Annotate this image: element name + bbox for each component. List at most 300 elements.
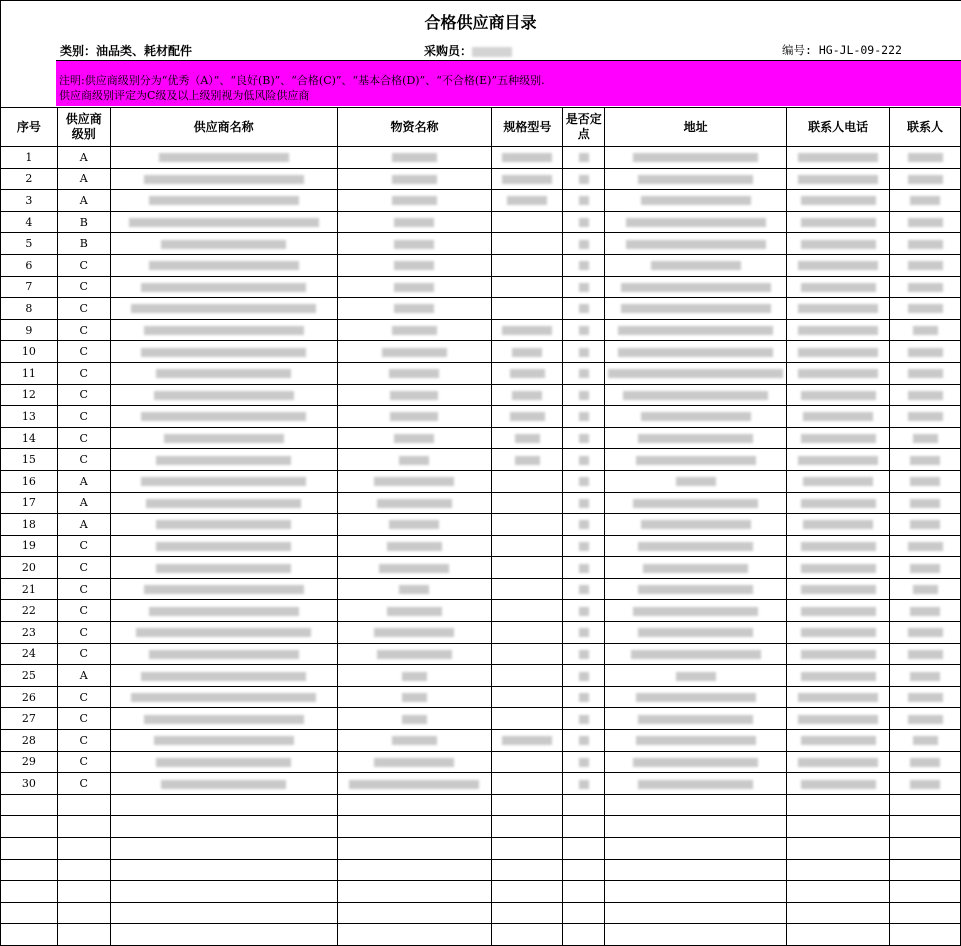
redacted-text — [636, 736, 756, 745]
cell-contact — [890, 233, 961, 255]
redacted-text — [908, 153, 943, 162]
cell-contact — [890, 147, 961, 169]
cell-material — [337, 341, 492, 363]
redacted-text — [156, 369, 291, 378]
cell-contact — [890, 254, 961, 276]
cell-serial: 25 — [1, 665, 58, 687]
cell-designated — [563, 362, 605, 384]
redacted-text — [908, 218, 943, 227]
cell-phone — [787, 427, 890, 449]
cell-spec — [492, 578, 563, 600]
cell-contact — [890, 686, 961, 708]
cell-material — [337, 298, 492, 320]
redacted-text — [392, 736, 437, 745]
cell-serial: 16 — [1, 470, 58, 492]
empty-cell — [890, 838, 961, 860]
redacted-text — [908, 693, 943, 702]
cell-material — [337, 406, 492, 428]
cell-serial: 11 — [1, 362, 58, 384]
cell-designated — [563, 773, 605, 795]
cell-level: C — [57, 449, 110, 471]
table-row — [1, 147, 961, 169]
empty-cell — [337, 859, 492, 881]
table-row — [1, 578, 961, 600]
cell-address — [605, 730, 787, 752]
redacted-text — [512, 348, 542, 357]
cell-address — [605, 168, 787, 190]
table-row — [1, 686, 961, 708]
cell-supplier-name — [110, 276, 337, 298]
empty-table-row — [1, 838, 961, 860]
redacted-text — [623, 391, 768, 400]
redacted-text — [579, 607, 589, 616]
cell-spec — [492, 449, 563, 471]
redacted-text — [676, 672, 716, 681]
redacted-text — [394, 304, 434, 313]
redacted-text — [621, 283, 771, 292]
table-row — [1, 643, 961, 665]
cell-designated — [563, 686, 605, 708]
cell-spec — [492, 276, 563, 298]
document-title: 合格供应商目录 — [424, 13, 537, 32]
header-designated: 是否定 点 — [563, 108, 605, 147]
cell-supplier-name — [110, 362, 337, 384]
cell-material — [337, 600, 492, 622]
cell-designated — [563, 557, 605, 579]
buyer-label: 采购员： — [424, 44, 473, 58]
cell-supplier-name — [110, 514, 337, 536]
redacted-text — [156, 542, 291, 551]
cell-address — [605, 406, 787, 428]
redacted-text — [643, 564, 748, 573]
cell-spec — [492, 190, 563, 212]
redacted-text — [910, 499, 940, 508]
cell-serial: 12 — [1, 384, 58, 406]
redacted-text — [502, 153, 552, 162]
cell-spec — [492, 622, 563, 644]
redacted-text — [910, 456, 940, 465]
cell-spec — [492, 751, 563, 773]
cell-level: A — [57, 665, 110, 687]
empty-cell — [890, 859, 961, 881]
document-code: 编号: HG-JL-09-222 — [782, 43, 902, 57]
cell-serial: 22 — [1, 600, 58, 622]
cell-address — [605, 362, 787, 384]
redacted-text — [579, 693, 589, 702]
table-row — [1, 233, 961, 255]
cell-serial: 8 — [1, 298, 58, 320]
cell-address — [605, 622, 787, 644]
cell-material — [337, 557, 492, 579]
redacted-text — [798, 715, 878, 724]
redacted-text — [913, 434, 938, 443]
table-row — [1, 665, 961, 687]
empty-cell — [605, 816, 787, 838]
empty-cell — [563, 838, 605, 860]
cell-spec — [492, 362, 563, 384]
cell-phone — [787, 686, 890, 708]
cell-serial: 3 — [1, 190, 58, 212]
redacted-text — [392, 153, 437, 162]
empty-cell — [563, 881, 605, 903]
empty-cell — [110, 838, 337, 860]
cell-contact — [890, 600, 961, 622]
empty-cell — [890, 794, 961, 816]
empty-cell — [1, 924, 58, 946]
redacted-text — [801, 196, 876, 205]
cell-address — [605, 319, 787, 341]
cell-address — [605, 773, 787, 795]
cell-level: C — [57, 427, 110, 449]
redacted-text — [913, 326, 938, 335]
cell-level: C — [57, 535, 110, 557]
cell-level: C — [57, 578, 110, 600]
cell-spec — [492, 708, 563, 730]
cell-supplier-name — [110, 341, 337, 363]
cell-spec — [492, 470, 563, 492]
cell-material — [337, 319, 492, 341]
cell-phone — [787, 470, 890, 492]
redacted-text — [908, 283, 943, 292]
cell-spec — [492, 514, 563, 536]
cell-designated — [563, 449, 605, 471]
redacted-text — [798, 175, 878, 184]
cell-material — [337, 190, 492, 212]
redacted-text — [377, 650, 452, 659]
redacted-text — [394, 240, 434, 249]
redacted-text — [636, 693, 756, 702]
cell-address — [605, 298, 787, 320]
redacted-text — [803, 412, 873, 421]
cell-phone — [787, 622, 890, 644]
cell-level: B — [57, 233, 110, 255]
cell-address — [605, 254, 787, 276]
table-row — [1, 384, 961, 406]
redacted-text — [908, 240, 943, 249]
redacted-text — [801, 542, 876, 551]
redacted-text — [638, 542, 753, 551]
cell-supplier-name — [110, 449, 337, 471]
redacted-text — [801, 499, 876, 508]
cell-phone — [787, 362, 890, 384]
cell-material — [337, 730, 492, 752]
cell-address — [605, 600, 787, 622]
cell-phone — [787, 211, 890, 233]
redacted-text — [144, 175, 304, 184]
table-row — [1, 298, 961, 320]
redacted-text — [579, 283, 589, 292]
redacted-text — [156, 520, 291, 529]
redacted-text — [910, 672, 940, 681]
cell-serial: 6 — [1, 254, 58, 276]
redacted-text — [618, 348, 773, 357]
redacted-text — [579, 240, 589, 249]
redacted-text — [579, 391, 589, 400]
cell-level: A — [57, 147, 110, 169]
redacted-text — [141, 348, 306, 357]
cell-material — [337, 622, 492, 644]
cell-address — [605, 643, 787, 665]
cell-designated — [563, 578, 605, 600]
cell-spec — [492, 211, 563, 233]
redacted-text — [579, 456, 589, 465]
redacted-text — [908, 628, 943, 637]
header-spec: 规格型号 — [492, 108, 563, 147]
redacted-text — [638, 175, 753, 184]
empty-cell — [563, 794, 605, 816]
cell-phone — [787, 708, 890, 730]
cell-serial: 18 — [1, 514, 58, 536]
cell-serial: 4 — [1, 211, 58, 233]
redacted-text — [801, 650, 876, 659]
cell-level: C — [57, 773, 110, 795]
cell-material — [337, 168, 492, 190]
cell-phone — [787, 449, 890, 471]
empty-cell — [492, 881, 563, 903]
redacted-text — [579, 304, 589, 313]
empty-cell — [492, 794, 563, 816]
table-row — [1, 470, 961, 492]
empty-cell — [605, 902, 787, 924]
cell-contact — [890, 449, 961, 471]
cell-spec — [492, 319, 563, 341]
cell-contact — [890, 362, 961, 384]
cell-spec — [492, 492, 563, 514]
cell-phone — [787, 643, 890, 665]
redacted-text — [389, 369, 439, 378]
cell-designated — [563, 514, 605, 536]
table-row — [1, 211, 961, 233]
cell-spec — [492, 427, 563, 449]
redacted-text — [801, 240, 876, 249]
redacted-text — [507, 196, 547, 205]
cell-material — [337, 578, 492, 600]
empty-cell — [337, 924, 492, 946]
cell-designated — [563, 535, 605, 557]
cell-serial: 9 — [1, 319, 58, 341]
redacted-text — [638, 628, 753, 637]
cell-contact — [890, 773, 961, 795]
redacted-text — [390, 412, 438, 421]
cell-designated — [563, 341, 605, 363]
cell-serial: 15 — [1, 449, 58, 471]
redacted-text — [394, 218, 434, 227]
empty-table-row — [1, 902, 961, 924]
cell-spec — [492, 168, 563, 190]
cell-serial: 24 — [1, 643, 58, 665]
cell-phone — [787, 492, 890, 514]
redacted-text — [131, 693, 316, 702]
cell-designated — [563, 233, 605, 255]
cell-phone — [787, 578, 890, 600]
redacted-text — [801, 434, 876, 443]
redacted-text — [144, 326, 304, 335]
cell-phone — [787, 665, 890, 687]
redacted-text — [803, 477, 873, 486]
cell-spec — [492, 773, 563, 795]
cell-level: C — [57, 730, 110, 752]
redacted-text — [801, 607, 876, 616]
cell-serial: 10 — [1, 341, 58, 363]
redacted-text — [374, 628, 454, 637]
cell-phone — [787, 190, 890, 212]
empty-cell — [605, 859, 787, 881]
redacted-text — [676, 477, 716, 486]
cell-material — [337, 665, 492, 687]
cell-serial: 19 — [1, 535, 58, 557]
cell-level: C — [57, 751, 110, 773]
cell-spec — [492, 341, 563, 363]
redacted-text — [402, 693, 427, 702]
cell-designated — [563, 751, 605, 773]
table-row — [1, 751, 961, 773]
cell-material — [337, 147, 492, 169]
redacted-text — [908, 542, 943, 551]
redacted-text — [618, 326, 773, 335]
header-serial: 序号 — [1, 108, 58, 147]
redacted-text — [638, 715, 753, 724]
empty-cell — [337, 794, 492, 816]
redacted-text — [502, 175, 552, 184]
cell-designated — [563, 298, 605, 320]
cell-level: A — [57, 470, 110, 492]
table-row — [1, 492, 961, 514]
table-row — [1, 319, 961, 341]
redacted-text — [798, 326, 878, 335]
cell-contact — [890, 751, 961, 773]
cell-contact — [890, 470, 961, 492]
table-row — [1, 773, 961, 795]
redacted-text — [633, 153, 758, 162]
cell-designated — [563, 319, 605, 341]
redacted-text — [399, 456, 429, 465]
redacted-text — [908, 715, 943, 724]
redacted-text — [141, 477, 306, 486]
redacted-text — [387, 542, 442, 551]
cell-supplier-name — [110, 557, 337, 579]
table-row — [1, 276, 961, 298]
redacted-text — [638, 585, 753, 594]
redacted-text — [579, 369, 589, 378]
cell-designated — [563, 406, 605, 428]
cell-supplier-name — [110, 686, 337, 708]
cell-phone — [787, 730, 890, 752]
empty-cell — [787, 859, 890, 881]
cell-material — [337, 535, 492, 557]
cell-spec — [492, 384, 563, 406]
cell-supplier-name — [110, 643, 337, 665]
buyer-name-redacted — [472, 47, 512, 57]
cell-phone — [787, 233, 890, 255]
cell-level: C — [57, 686, 110, 708]
cell-contact — [890, 341, 961, 363]
cell-supplier-name — [110, 600, 337, 622]
redacted-text — [579, 542, 589, 551]
cell-phone — [787, 147, 890, 169]
header-phone: 联系人电话 — [787, 108, 890, 147]
empty-table-row — [1, 881, 961, 903]
redacted-text — [638, 780, 753, 789]
cell-designated — [563, 470, 605, 492]
redacted-text — [377, 499, 452, 508]
redacted-text — [154, 391, 294, 400]
redacted-text — [641, 196, 751, 205]
header-material: 物资名称 — [337, 108, 492, 147]
redacted-text — [910, 564, 940, 573]
cell-material — [337, 254, 492, 276]
redacted-text — [913, 736, 938, 745]
cell-level: A — [57, 190, 110, 212]
cell-designated — [563, 427, 605, 449]
redacted-text — [633, 499, 758, 508]
cell-material — [337, 643, 492, 665]
cell-material — [337, 384, 492, 406]
empty-cell — [890, 881, 961, 903]
redacted-text — [801, 780, 876, 789]
cell-serial: 2 — [1, 168, 58, 190]
cell-contact — [890, 406, 961, 428]
redacted-text — [154, 736, 294, 745]
table-row — [1, 600, 961, 622]
redacted-text — [803, 520, 873, 529]
cell-designated — [563, 622, 605, 644]
cell-contact — [890, 492, 961, 514]
empty-cell — [57, 881, 110, 903]
redacted-text — [908, 348, 943, 357]
redacted-text — [579, 218, 589, 227]
cell-level: C — [57, 254, 110, 276]
cell-spec — [492, 665, 563, 687]
cell-level: B — [57, 211, 110, 233]
cell-level: C — [57, 708, 110, 730]
empty-cell — [787, 794, 890, 816]
redacted-text — [798, 304, 878, 313]
redacted-text — [641, 412, 751, 421]
redacted-text — [136, 628, 311, 637]
cell-address — [605, 557, 787, 579]
cell-level: C — [57, 643, 110, 665]
cell-level: C — [57, 362, 110, 384]
empty-cell — [1, 859, 58, 881]
cell-address — [605, 384, 787, 406]
table-row — [1, 708, 961, 730]
cell-material — [337, 492, 492, 514]
cell-supplier-name — [110, 730, 337, 752]
cell-address — [605, 211, 787, 233]
empty-cell — [110, 859, 337, 881]
empty-cell — [492, 816, 563, 838]
empty-cell — [337, 881, 492, 903]
cell-supplier-name — [110, 427, 337, 449]
cell-phone — [787, 276, 890, 298]
redacted-text — [579, 672, 589, 681]
cell-serial: 1 — [1, 147, 58, 169]
redacted-text — [636, 456, 756, 465]
empty-cell — [605, 881, 787, 903]
cell-material — [337, 773, 492, 795]
table-row — [1, 622, 961, 644]
table-row — [1, 514, 961, 536]
cell-serial: 29 — [1, 751, 58, 773]
cell-spec — [492, 730, 563, 752]
cell-phone — [787, 298, 890, 320]
table-body — [1, 147, 961, 946]
empty-table-row — [1, 816, 961, 838]
cell-spec — [492, 406, 563, 428]
cell-phone — [787, 168, 890, 190]
redacted-text — [387, 607, 442, 616]
redacted-text — [402, 672, 427, 681]
